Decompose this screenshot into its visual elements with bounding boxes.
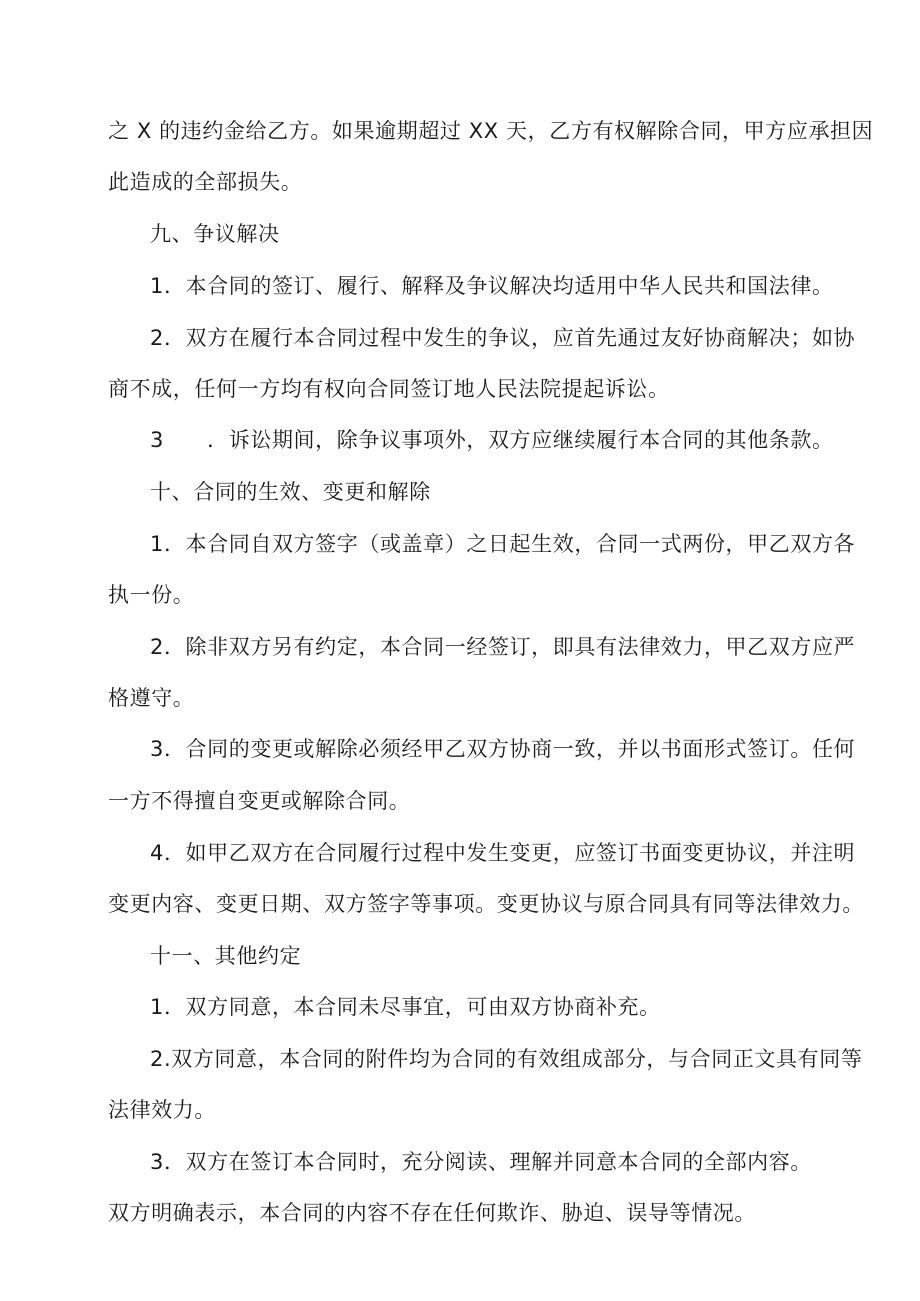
clause-text: 执一份。 (108, 583, 195, 607)
clause-text: 双方明确表示，本合同的内容不存在任何欺诈、胁迫、误导等情况。 (108, 1201, 756, 1225)
clause-text: 3 ．诉讼期间，除争议事项外，双方应继续履行本合同的其他条款。 (150, 428, 834, 452)
clause-text: 一方不得擅自变更或解除合同。 (108, 789, 411, 813)
clause-text: 格遵守。 (108, 686, 195, 710)
text-line: 此造成的全部损失。 (108, 170, 303, 194)
clause-text: 4．如甲乙双方在合同履行过程中发生变更，应签订书面变更协议，并注明 (150, 841, 856, 865)
section-heading: 十一、其他约定 (150, 944, 302, 968)
section-heading: 九、争议解决 (150, 222, 280, 246)
clause-text: 1．本合同的签订、履行、解释及争议解决均适用中华人民共和国法律。 (150, 274, 834, 298)
clause-text: 3．双方在签订本合同时，充分阅读、理解并同意本合同的全部内容。 (150, 1150, 812, 1174)
clause-text: 1．本合同自双方签字（或盖章）之日起生效，合同一式两份，甲乙双方各 (150, 532, 856, 556)
clause-text: 商不成，任何一方均有权向合同签订地人民法院提起诉讼。 (108, 377, 670, 401)
clause-text: 变更内容、变更日期、双方签字等事项。变更协议与原合同具有同等法律效力。 (108, 892, 864, 916)
clause-text: 1．双方同意，本合同未尽事宜，可由双方协商补充。 (150, 995, 661, 1019)
section-heading: 十、合同的生效、变更和解除 (150, 480, 431, 504)
clause-text: 3．合同的变更或解除必须经甲乙双方协商一致，并以书面形式签订。任何 (150, 737, 856, 761)
clause-text: 2.双方同意，本合同的附件均为合同的有效组成部分，与合同正文具有同等 (150, 1047, 863, 1071)
clause-text: 法律效力。 (108, 1098, 216, 1122)
clause-text: 2．除非双方另有约定，本合同一经签订，即具有法律效力，甲乙双方应严 (150, 635, 856, 659)
text-line: 之 X 的违约金给乙方。如果逾期超过 XX 天，乙方有权解除合同，甲方应承担因 (108, 119, 874, 143)
clause-text: 2．双方在履行本合同过程中发生的争议，应首先通过友好协商解决；如协 (150, 326, 856, 350)
